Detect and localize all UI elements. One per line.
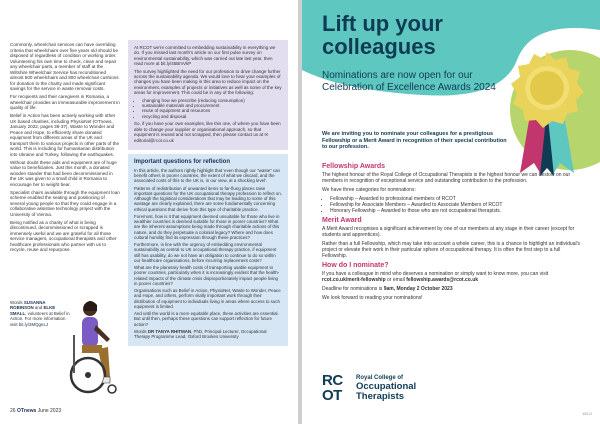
merit-paragraph: Rather than a full Fellowship, which may take into account a whole career, this is a chance to highlight an individual's project or elevate their work in their particular sphere of occupational therapy. It is often the first step to a full Fellowship. [322,241,581,259]
list-item: • Honorary Fellowship – Awarded to those who are not occupational therapists. [330,208,584,214]
editorial-email-link[interactable]: editorial@rcot.co.uk [134,137,174,143]
credit-and: and [34,305,43,311]
article-paragraph: Without doubt these aids and equipment are of huge value to beneficiaries. Just this month, a donated wooden stander that had been decommissioned in the UK was given to a small child in Romania to encourage her to weight bear. [10,159,117,187]
reflection-paragraph: What are the planetary health costs of transporting usable equipment to poorer countries, particularly when it is increasingly evident that the health-related impacts of the climate crisis disproportionately impact people living in poorer countries? [134,265,280,286]
article-paragraph: Belief in Action has been actively working with other UK based charities, including PhysioNet (OTnews, January 2022, pages 36-37), Waste to Wonder and Peace and Hope, to efficiently share donated equipment from different areas of the UK and transport them to various projects in other parts of the world. This is including for humanitarian distribution into Ukraine and Turkey, following the earthquakes. [10,113,120,157]
right-page [302,0,600,424]
credit-link[interactable]: bit.ly/3MQgeLJ [18,321,49,327]
article-column [10,42,120,255]
left-page [0,0,298,424]
reflection-paragraph: Foremost, how is it that equipment deemed unsuitable for those who live in wealthier countries is deemed suitable for those in poorer countries? What are the inherent assumptions being made through charitable actions of this nature, and do they perpetuate a colonial legacy? Where and how does cultural humility find its expression through these practices? [134,213,280,240]
credit-rest: , volunteers at Belief in Action. For more information visit [10,310,70,327]
reflection-paragraph: Patterns of redistribution of unwanted items to far-flung places raise important questions for the UK occupational therapy profession to reflect on. Although the logistical considerations that may be leading to some of this wastage are clearly explained, there are some fundamentally concerning ethical questions that derive from this type of charitable practice. [134,185,282,212]
credit-name: SUSANNA ROBINSON [10,300,46,311]
article-paragraph: Commonly, wheelchair services can have overriding criteria that wheelchairs over five years old should be disposed of regardless of condition or working order. Volunteering his own time to check, clean and repair any wheelchair parts, a member of staff at the Wiltshire Wheelchair Service has reconditioned almost 500 wheelchairs and 800 wheelchair cushions for donation to the charity and made significant savings for the service in waste removal costs. [10,42,119,91]
reflection-paragraph: Organisations such as Belief in Action, PhysioNet, Waste to Wonder, Peace and Hope, and others, perform vitally important work through their distribution of equipment to individuals living in areas where access to such equipment is limited. [134,288,281,309]
merit-paragraph: A Merit Award recognises a significant achievement by one of our members at any stage in their career (except for students and apprentices). [322,226,575,238]
credit-prefix: Words [10,300,23,305]
wheelchair-user-illustration [60,295,120,405]
awards-body [322,160,584,304]
fellowship-heading: Fellowship Awards [322,163,386,170]
reflection-heading: Important questions for reflection [134,158,231,165]
reflection-box [128,154,288,347]
list-item: • reuse of equipment and resources [142,108,282,113]
rcot-wordmark: Royal College of Occupational Therapists [356,375,417,402]
rcot-monogram: RC OT [322,372,343,404]
list-item: • Fellowship for Associate Members – Awarded to Associate Members of RCOT [330,202,584,208]
how-paragraph: If you have a colleague in mind who deserves a nomination or simply want to know more, you can visit rcot.co.uk/merit-fellowship or email fellowship.awards@rcot.co.uk [322,271,549,283]
ad-code: 45013 [582,412,592,416]
box-paragraph: The survey highlighted the need for our profession to drive change further across the sustainability agenda. We would love to hear your examples of changes you have been making in this area to reduce impact on the environment, examples of projects or initiatives as well as some of the key areas for improvement. This could be in any of the following: [134,68,282,96]
award-rosette-icon [502,48,592,178]
how-heading: How do I nominate? [322,262,389,269]
reflection-credit: Words DR TANYA RHITMAN, PhD, Principal Lecturer, Occupational Therapy Programme Lead, Oxford Brookes University [134,328,267,340]
reflection-paragraph: In this article, the authors rightly highlight that 'even though our "waste" can benefit others in poorer countries, the extent of what we discard, and the associated costs of this to the UK is, in our view, at a shocking level'. [134,167,281,184]
box-paragraph: So, if you have your own examples, like this one, of where you have been able to change your supplier or organisational approach, so that equipment is reused and not scrapped, then please contact us at ✉ editorial@rcot.co.uk [134,121,281,143]
issue-date: June 2023 [37,408,62,414]
reflection-paragraph: Furthermore, in line with the urgency of embedding environmental sustainability as central to UK occupational therapy practice, if equipment still has usability, do we not have an obligation to continue to do so within our healthcare organisations, before incurring replacement costs? [134,242,277,263]
survey-link[interactable]: bit.ly/45BmVkP [160,61,192,67]
list-item: • changing how we prescribe (reducing consumption) [142,98,282,103]
deadline-paragraph: Deadline for nominations is 9am, Monday 2 October 2023 [322,286,453,292]
credit-name-2: ELKE SMALL [10,305,56,316]
fellowship-categories [330,196,584,214]
list-item: • sustainable materials and procurement [142,103,282,108]
intro-text: We are inviting you to nominate your colleagues for a prestigious Fellowship or a Merit Award in recognition of their special contribution to our profession. [322,131,507,151]
reflection-paragraph: And until the world is a more equitable place, these activities are essential. But until then, perhaps these questions can support reflection for future action? [134,311,279,327]
deadline-date: 9am, Monday 2 October 2023 [383,286,453,292]
merit-heading: Merit Award [322,217,362,224]
sustainability-box [128,40,288,150]
fellowship-paragraph: We have three categories for nominations: [322,187,416,193]
page-title: Lift up your colleagues [322,11,443,59]
article-paragraph: Being notified as a charity of what is being discontinued, decommissioned or scrapped is immensely useful and we are grateful for all those service managers, occupational therapists and other healthcare professionals who partner with us to recycle, reuse and repurpose. [10,219,117,252]
article-paragraph: Specialist chairs available through the equipment loan scheme enabled the seating and positioning of several young people so that they could engage in a collaborative assistive technology project with the University of Vienna. [10,189,120,217]
list-item: • Fellowship – Awarded to professional members of RCOT [330,196,584,202]
closing-line: We look forward to reading your nominations! [322,295,423,301]
article-paragraph: For recipients and their caregivers in Romania, a wheelchair provides an immeasurable improvement in quality of life. [10,94,120,110]
box-list [142,98,282,120]
box-paragraph: At RCOT we're committed to embedding sustainability in everything we do. If you missed last month's article on our first pulse survey on environmental sustainability, which was carried out late last year, then read more at bit.ly/45BmVkP [134,45,276,67]
rcot-logo [322,373,522,409]
nomination-email-link[interactable]: fellowship.awards@rcot.co.uk [406,277,479,283]
envelope-icon: ✉ [264,132,269,138]
page-number: 26 [10,408,16,414]
page-subtitle: Nominations are now open for our Celebration of Excellence Awards 2024 [322,70,496,93]
nomination-link[interactable]: rcot.co.uk/merit-fellowship [322,277,386,283]
magazine-name: OTnews [16,408,37,414]
sidebar-column [128,40,288,346]
page-footer [10,408,61,414]
fellowship-paragraph: The highest honour of the Royal College of Occupational Therapists is the highest honour we can bestow on our members in recognition of exceptional service and outstanding contribution to the profession. [322,172,571,184]
list-item: • recycling and disposal. [142,114,282,119]
